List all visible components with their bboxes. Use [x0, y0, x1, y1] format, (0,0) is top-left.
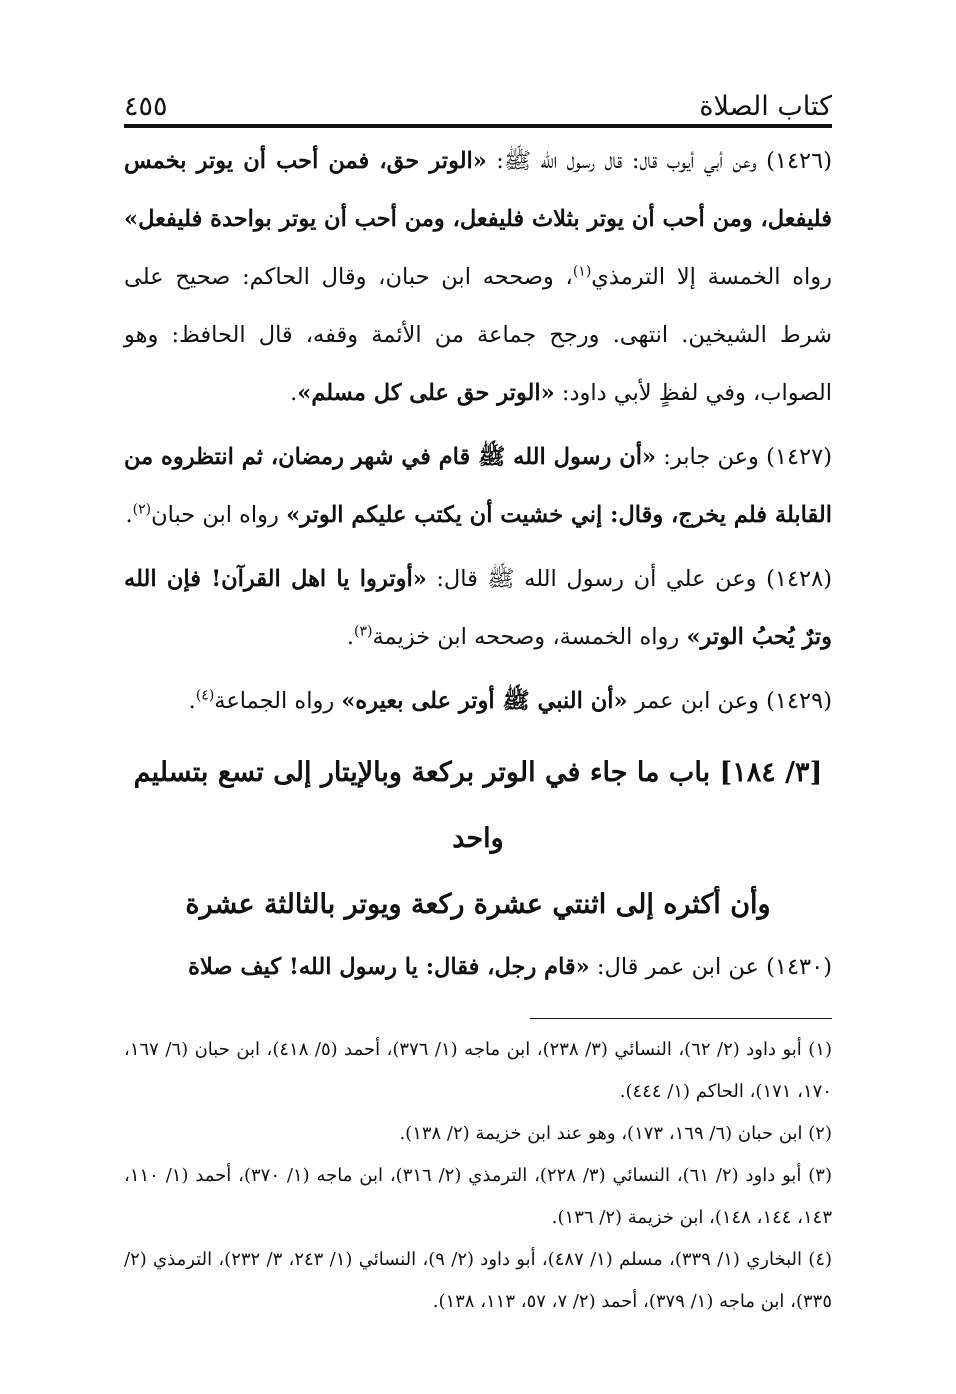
hadith-quote: «أوتروا يا اهل القرآن! فإن الله وترٌ يُحبُ الوتر» [124, 566, 832, 650]
running-title: كتاب الصلاة [699, 91, 832, 122]
hadith-1430 [124, 938, 832, 996]
footnote-3: (٣) أبو داود (٢/ ٦١)، النسائي (٣/ ٢٢٨)، الترمذي (٢/ ٣١٦)، ابن ماجه (١/ ٣٧٠)، أحمد (١/ ١١٠، ١٤٣، ١٤٤، ١٤٨)، ابن خزيمة (٢/ ١٣٦). [124, 1165, 832, 1228]
hadith-text: ، وصححه ابن حبان، وقال الحاكم: صحيح على شرط الشيخين. انتهى. ورجح جماعة من الأئمة وقفه، قال الحافظ: وهو الصواب، وفي لفظٍ لأبي داود: [124, 264, 832, 406]
hadith-text: (١٤٢٨) وعن علي أن رسول الله ﷺ قال: [426, 566, 832, 592]
hadith-text: . [188, 688, 196, 714]
footnote-ref: (٢) [132, 501, 152, 518]
page-header [124, 82, 832, 122]
hadith-text: رواه الخمسة إلا الترمذي [591, 264, 832, 290]
hadith-text: . [346, 624, 355, 650]
hadith-1428 [124, 550, 832, 666]
hadith-text: . [125, 502, 133, 528]
hadith-text: (١٤٢٩) وعن ابن عمر [627, 688, 832, 714]
hadith-quote: «قام رجل، فقال: يا رسول الله! كيف صلاة [188, 954, 590, 980]
hadith-quote: «أن رسول الله ﷺ قام في شهر رمضان، ثم انتظروه من القابلة فلم يخرج، وقال: إني خشيت أن يكتب عليكم الوتر» [124, 444, 832, 528]
footnote-ref: (٣) [354, 623, 373, 640]
hadith-text: رواه الجماعة [214, 688, 342, 714]
hadith-text: (١٤٣٠) عن ابن عمر قال: [589, 954, 832, 980]
footnote-4: (٤) البخاري (١/ ٣٣٩)، مسلم (١/ ٤٨٧)، أبو داود (٢/ ٩)، النسائي (١/ ٢٤٣، ٣/ ٢٣٢)، الترمذي (٢/ ٣٣٥)، ابن ماجه (١/ ٣٧٩)، أحمد (٢/ ٧، ٥٧، ١١٣، ١٣٨). [124, 1249, 833, 1312]
hadith-1429 [124, 672, 832, 730]
hadith-text: . [290, 380, 298, 406]
chapter-heading-line-2: وأن أكثره إلى اثنتي عشرة ركعة ويوتر بالثالثة عشرة [185, 889, 771, 920]
footnote-2: (٢) ابن حبان (٦/ ١٦٩، ١٧٣)، وهو عند ابن خزيمة (٢/ ١٣٨). [399, 1123, 832, 1144]
hadith-quote: «الوتر حق على كل مسلم» [297, 380, 555, 406]
chapter-heading [124, 740, 832, 938]
footnotes [124, 1029, 832, 1323]
book-page [124, 82, 832, 1323]
hadith-1426 [124, 132, 832, 422]
hadith-quote: «الوتر حق، فمن أحب أن يوتر بخمس فليفعل، ومن أحب أن يوتر بثلاث فليفعل، ومن أحب أن يوتر بواحدة فليفعل» [124, 148, 832, 232]
footnote-ref: (١) [572, 263, 592, 280]
hadith-1427 [124, 428, 832, 544]
hadith-text: (١٤٢٧) وعن جابر: [656, 444, 832, 470]
footnote-ref: (٤) [195, 687, 215, 704]
hadith-text: (١٤٢٦) وعن أبي أيوب قال: قال رسول الله ﷺ: [486, 148, 832, 174]
hadith-quote: «أن النبي ﷺ أوتر على بعيره» [341, 688, 628, 714]
footnote-separator [530, 1018, 832, 1019]
footnote-separator-wrap [124, 1018, 832, 1019]
chapter-heading-line-1: [٣/ ١٨٤] باب ما جاء في الوتر بركعة وبالإيتار إلى تسع بتسليم واحد [133, 757, 823, 854]
hadith-text: رواه ابن حبان [151, 502, 287, 528]
hadith-list [124, 132, 832, 730]
hadith-text: رواه الخمسة، وصححه ابن خزيمة [372, 624, 687, 650]
header-rule [124, 124, 832, 128]
footnote-1: (١) أبو داود (٢/ ٦٢)، النسائي (٣/ ٢٣٨)، ابن ماجه (١/ ٣٧٦)، أحمد (٥/ ٤١٨)، ابن حبان (٦/ ١٦٧، ١٧٠، ١٧١)، الحاكم (١/ ٤٤٤). [124, 1039, 832, 1102]
page-number: ٤٥٥ [124, 91, 168, 122]
